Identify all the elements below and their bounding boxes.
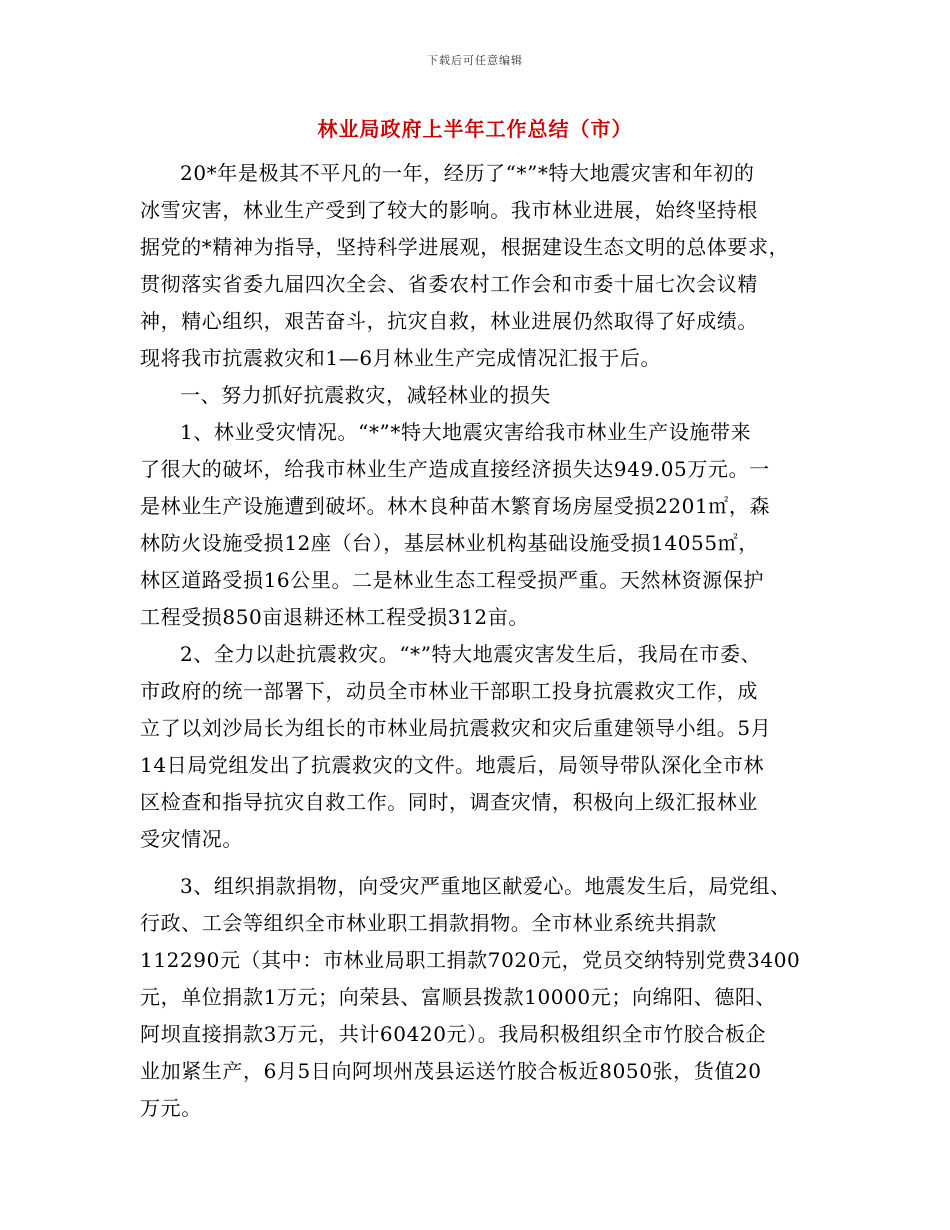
body-line: 2、全力以赴抗震救灾。“*”特大地震灾害发生后，我局在市委、 — [180, 642, 762, 666]
body-line: 林防火设施受损12座（台），基层林业机构基础设施受损14055㎡， — [140, 531, 759, 555]
body-line: 20*年是极其不平凡的一年，经历了“*”*特大地震灾害和年初的 — [180, 161, 755, 185]
body-line: 神，精心组织，艰苦奋斗，抗灾自救，林业进展仍然取得了好成绩。 — [140, 309, 758, 333]
body-line: 受灾情况。 — [140, 827, 243, 851]
body-line: 112290元（其中：市林业局职工捐款7020元，党员交纳特别党费3400 — [140, 948, 801, 972]
body-line: 是林业生产设施遭到破坏。林木良种苗木繁育场房屋受损2201㎡，森 — [140, 494, 771, 518]
body-line: 林区道路受损16公里。二是林业生态工程受损严重。天然林资源保护 — [140, 568, 765, 592]
body-line: 元，单位捐款1万元；向荣县、富顺县拨款10000元；向绵阳、德阳、 — [140, 985, 777, 1009]
header-note: 下载后可任意编辑 — [427, 54, 523, 67]
body-line: 行政、工会等组织全市林业职工捐款捐物。全市林业系统共捐款 — [140, 911, 717, 935]
paragraph-gap — [140, 858, 820, 868]
body-line: 贯彻落实省委九届四次全会、省委农村工作会和市委十届七次会议精 — [140, 272, 758, 296]
document-body — [140, 155, 820, 1127]
body-line: 冰雪灾害，林业生产受到了较大的影响。我市林业进展，始终坚持根 — [140, 198, 758, 222]
body-line: 业加紧生产，6月5日向阿坝州茂县运送竹胶合板近8050张，货值20 — [140, 1059, 762, 1083]
body-line: 了很大的破坏，给我市林业生产造成直接经济损失达949.05万元。一 — [140, 457, 770, 481]
body-line: 据党的*精神为指导，坚持科学进展观，根据建设生态文明的总体要求， — [140, 235, 790, 259]
body-line: 1、林业受灾情况。“*”*特大地震灾害给我市林业生产设施带来 — [180, 420, 752, 444]
body-line: 3、组织捐款捐物，向受灾严重地区献爱心。地震发生后，局党组、 — [180, 874, 791, 898]
section-heading: 一、努力抓好抗震救灾，减轻林业的损失 — [180, 383, 551, 407]
body-line: 14日局党组发出了抗震救灾的文件。地震后，局领导带队深化全市林 — [140, 753, 765, 777]
body-line: 阿坝直接捐款3万元，共计60420元）。我局积极组织全市竹胶合板企 — [140, 1022, 767, 1046]
body-line: 区检查和指导抗灾自救工作。同时，调查灾情，积极向上级汇报林业 — [140, 790, 758, 814]
document-title: 林业局政府上半年工作总结（市） — [317, 117, 633, 141]
body-line: 市政府的统一部署下，动员全市林业干部职工投身抗震救灾工作，成 — [140, 679, 758, 703]
body-line: 现将我市抗震救灾和1—6月林业生产完成情况汇报于后。 — [140, 346, 662, 370]
body-line: 工程受损850亩退耕还林工程受损312亩。 — [140, 605, 529, 629]
body-line: 立了以刘沙局长为组长的市林业局抗震救灾和灾后重建领导小组。5月 — [140, 716, 772, 740]
body-line: 万元。 — [140, 1096, 202, 1120]
